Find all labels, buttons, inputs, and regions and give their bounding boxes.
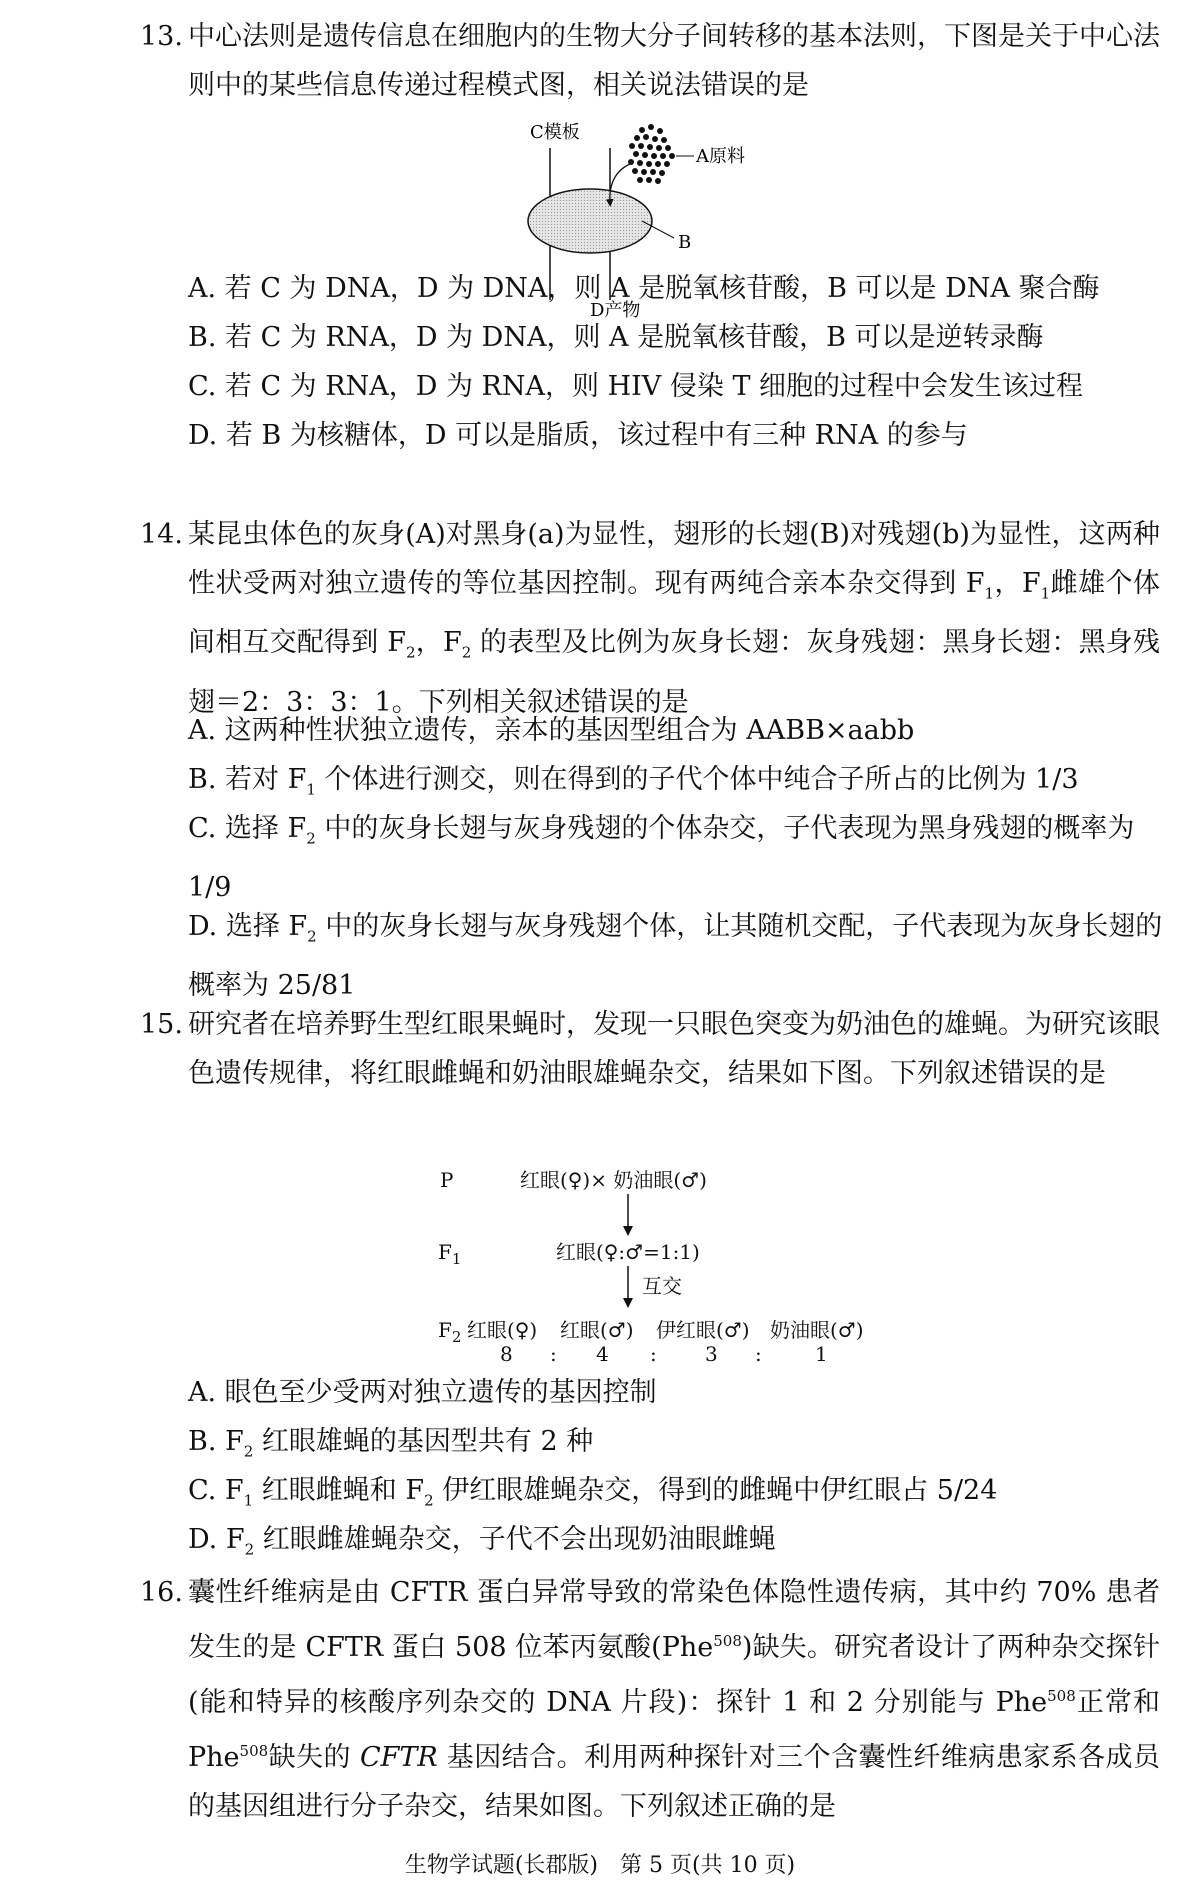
- question-number: 13.: [140, 21, 183, 52]
- f2-type-red-female: 红眼(♀): [467, 1318, 538, 1342]
- arrow-down-icon: [621, 1192, 635, 1238]
- q13-option-d: D. 若 B 为核糖体，D 可以是脂质，该过程中有三种 RNA 的参与: [188, 420, 968, 451]
- question-number: 14.: [140, 519, 183, 550]
- question-13: [140, 12, 1160, 110]
- question-15: [140, 1000, 1160, 1098]
- p-cross: 红眼(♀)× 奶油眼(♂): [520, 1168, 707, 1192]
- enzyme-b-ellipse: [528, 189, 652, 253]
- arrow-down-icon: [621, 1264, 635, 1310]
- f2-type-cream-male: 奶油眼(♂): [770, 1318, 864, 1342]
- f1-label: $F_1$: [438, 1240, 462, 1268]
- label-b: B: [678, 232, 692, 253]
- label-d-product: D产物: [590, 300, 641, 318]
- question-stem: 研究者在培养野生型红眼果蝇时，发现一只眼色突变为奶油色的雄蝇。为研究该眼色遗传规律，将红眼雌蝇和奶油眼雄蝇杂交，结果如下图。下列叙述错误的是: [188, 1009, 1160, 1089]
- f2-type-red-male: 红眼(♂): [560, 1318, 634, 1342]
- question-14: [140, 510, 1160, 727]
- q15-option-d: D. $F_2$ 红眼雌雄蝇杂交，子代不会出现奶油眼雌蝇: [188, 1524, 776, 1559]
- p-label: P: [440, 1168, 454, 1192]
- q13-option-b: B. 若 C 为 RNA，D 为 DNA，则 A 是脱氧核苷酸，B 可以是逆转录酶: [188, 322, 1044, 353]
- q14-option-a: A. 这两种性状独立遗传，亲本的基因型组合为 AABB×aabb: [188, 715, 915, 746]
- question-16: [140, 1568, 1160, 1831]
- question-number: 16.: [140, 1577, 183, 1608]
- q15-option-b: B. $F_2$ 红眼雄蝇的基因型共有 2 种: [188, 1426, 594, 1461]
- q14-option-c: C. 选择 $F_2$ 中的灰身长翅与灰身残翅的个体杂交，子代表现为黑身残翅的概率为 1/9: [188, 813, 1135, 904]
- f2-label: $F_2$: [438, 1318, 462, 1346]
- label-c-template: C模板: [530, 122, 580, 143]
- q15-option-a: A. 眼色至少受两对独立遗传的基因控制: [188, 1377, 657, 1408]
- ratio-value: 1: [815, 1342, 828, 1366]
- ratio-colon: :: [550, 1342, 557, 1366]
- question-number: 15.: [140, 1009, 183, 1040]
- q13-option-c: C. 若 C 为 RNA，D 为 RNA，则 HIV 侵染 T 细胞的过程中会发生该过程: [188, 371, 1084, 402]
- f1-result: 红眼(♀:♂=1:1): [556, 1240, 700, 1264]
- label-a-material: A原料: [696, 146, 745, 167]
- f2-type-eosin-male: 伊红眼(♂): [656, 1318, 750, 1342]
- intercross-label: 互交: [642, 1274, 682, 1298]
- raw-material-a-dots: [628, 124, 675, 184]
- ratio-value: 3: [705, 1342, 718, 1366]
- ratio-value: 8: [500, 1342, 513, 1366]
- question-stem: 某昆虫体色的灰身(A)对黑身(a)为显性，翅形的长翅(B)对残翅(b)为显性，这两种性状受两对独立遗传的等位基因控制。现有两纯合亲本杂交得到 $F_1$，$F_1$雌雄个体间相互交配得到 $F_2$，$F_2$ 的表型及比例为灰身长翅：灰身残翅：黑身长翅：黑身残翅＝2：3：3：1。下列相关叙述错误的是: [188, 519, 1160, 718]
- ratio-colon: :: [650, 1342, 657, 1366]
- q14-option-b: B. 若对 $F_1$ 个体进行测交，则在得到的子代个体中纯合子所占的比例为 1/3: [188, 764, 1079, 799]
- question-stem: 中心法则是遗传信息在细胞内的生物大分子间转移的基本法则，下图是关于中心法则中的某些信息传递过程模式图，相关说法错误的是: [188, 21, 1160, 101]
- q13-option-a: A. 若 C 为 DNA，D 为 DNA，则 A 是脱氧核苷酸，B 可以是 DNA 聚合酶: [188, 273, 1100, 304]
- q14-option-d: D. 选择 $F_2$ 中的灰身长翅与灰身残翅个体，让其随机交配，子代表现为灰身长翅的概率为 25/81: [188, 911, 1163, 1002]
- ratio-value: 4: [596, 1342, 609, 1366]
- q15-option-c: C. $F_1$ 红眼雌蝇和 $F_2$ 伊红眼雄蝇杂交，得到的雌蝇中伊红眼占 5/24: [188, 1475, 998, 1510]
- page-footer: 生物学试题(长郡版) 第 5 页(共 10 页): [404, 1853, 796, 1878]
- ratio-colon: :: [755, 1342, 762, 1366]
- question-stem: 囊性纤维病是由 CFTR 蛋白异常导致的常染色体隐性遗传病，其中约 70% 患者发生的是 CFTR 蛋白 508 位苯丙氨酸(Phe$^{508}$)缺失。研究者设计了两种杂交探针(能和特异的核酸序列杂交的 DNA 片段)：探针 1 和 2 分别能与 Phe$^{508}$正常和 Phe$^{508}$缺失的 CFTR 基因结合。利用两种探针对三个含囊性纤维病患家系各成员的基因组进行分子杂交，结果如图。下列叙述正确的是: [188, 1577, 1161, 1822]
